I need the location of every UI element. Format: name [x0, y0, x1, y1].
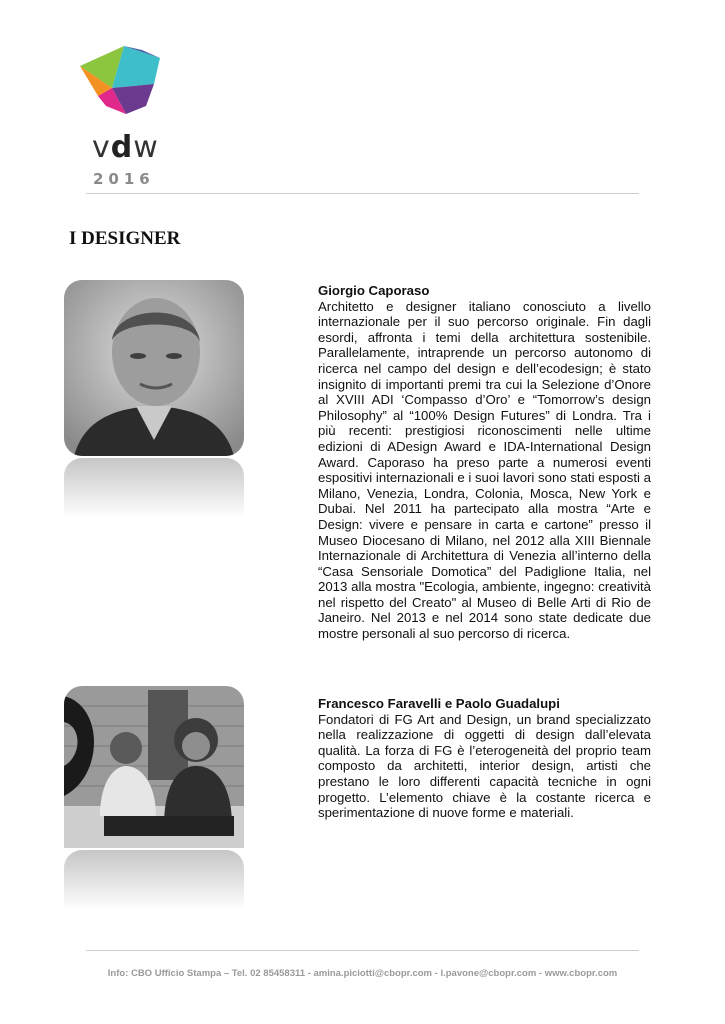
portrait-faravelli-guadalupi — [64, 686, 244, 862]
portrait-image-icon — [64, 686, 244, 848]
footer-contact: Info: CBO Ufficio Stampa – Tel. 02 85458311 - amina.piciotti@cbopr.com - l.pavone@cbopr.com - www.cbopr.com — [107, 968, 618, 979]
header-divider — [86, 193, 639, 194]
designer-description: Fondatori di FG Art and Design, un brand specializzato nella realizzazione di oggetti di design dall’elevata qualità. La forza di FG è l’eterogeneità del proprio team composto da architetti, interior design, artisti che prestano le loro differenti capacità tecniche in ogni progetto. L’elemento chiave è la costante ricerca e sperimentazione di nuove forme e materiali. — [318, 711, 651, 821]
brand-name: vdw — [92, 130, 159, 165]
portrait-image-icon — [64, 280, 244, 456]
brand-year: 2016 — [93, 170, 155, 188]
vdw-logo-icon — [76, 44, 166, 116]
designer-name: Francesco Faravelli e Paolo Guadalupi — [318, 696, 560, 711]
footer-divider — [86, 950, 639, 951]
designer-bio-fg — [318, 696, 651, 821]
portrait-reflection — [64, 850, 244, 910]
designer-name: Giorgio Caporaso — [318, 283, 430, 298]
portrait-reflection — [64, 458, 244, 518]
designer-bio-caporaso — [318, 283, 651, 642]
portrait-giorgio-caporaso — [64, 280, 244, 456]
designer-description: Architetto e designer italiano conosciuto a livello internazionale per il suo percorso originale. Fin dagli esordi, affronta i temi della architettura sostenibile. Parallelamente, intraprende un percorso autonomo di ricerca nel campo del design e dell’ecodesign; è stato insignito di importanti premi tra cui la Selezione d’Onore al XVIII ADI ‘Compasso d’Oro’ e “Tomorrow’s design Philosophy” al “100% Design Futures” di Londra. Tra i più recenti: prestigiosi riconoscimenti nelle ultime edizioni di ADesign Award e IDA-International Design Award. Caporaso ha preso parte a numerosi eventi espositivi internazionali e i suoi lavori sono stati esposti a Milano, Venezia, Londra, Colonia, Mosca, New York e Dubai. Nel 2011 ha partecipato alla mostra “Arte e Design: vivere e pensare in carta e cartone” presso il Museo Diocesano di Milano, nel 2012 alla XIII Biennale Internazionale di Architettura di Venezia all’interno della “Casa Sensoriale Domotica” del Padiglione Italia, nel 2013 alla mostra "Ecologia, ambiente, ingegno: creatività nel rispetto del Creato" al Museo di Belle Arti di Rio de Janeiro. Nel 2013 e nel 2014 sono state dedicate due mostre personali al suo percorso di ricerca. — [318, 298, 651, 642]
page-title: I DESIGNER — [69, 228, 181, 249]
